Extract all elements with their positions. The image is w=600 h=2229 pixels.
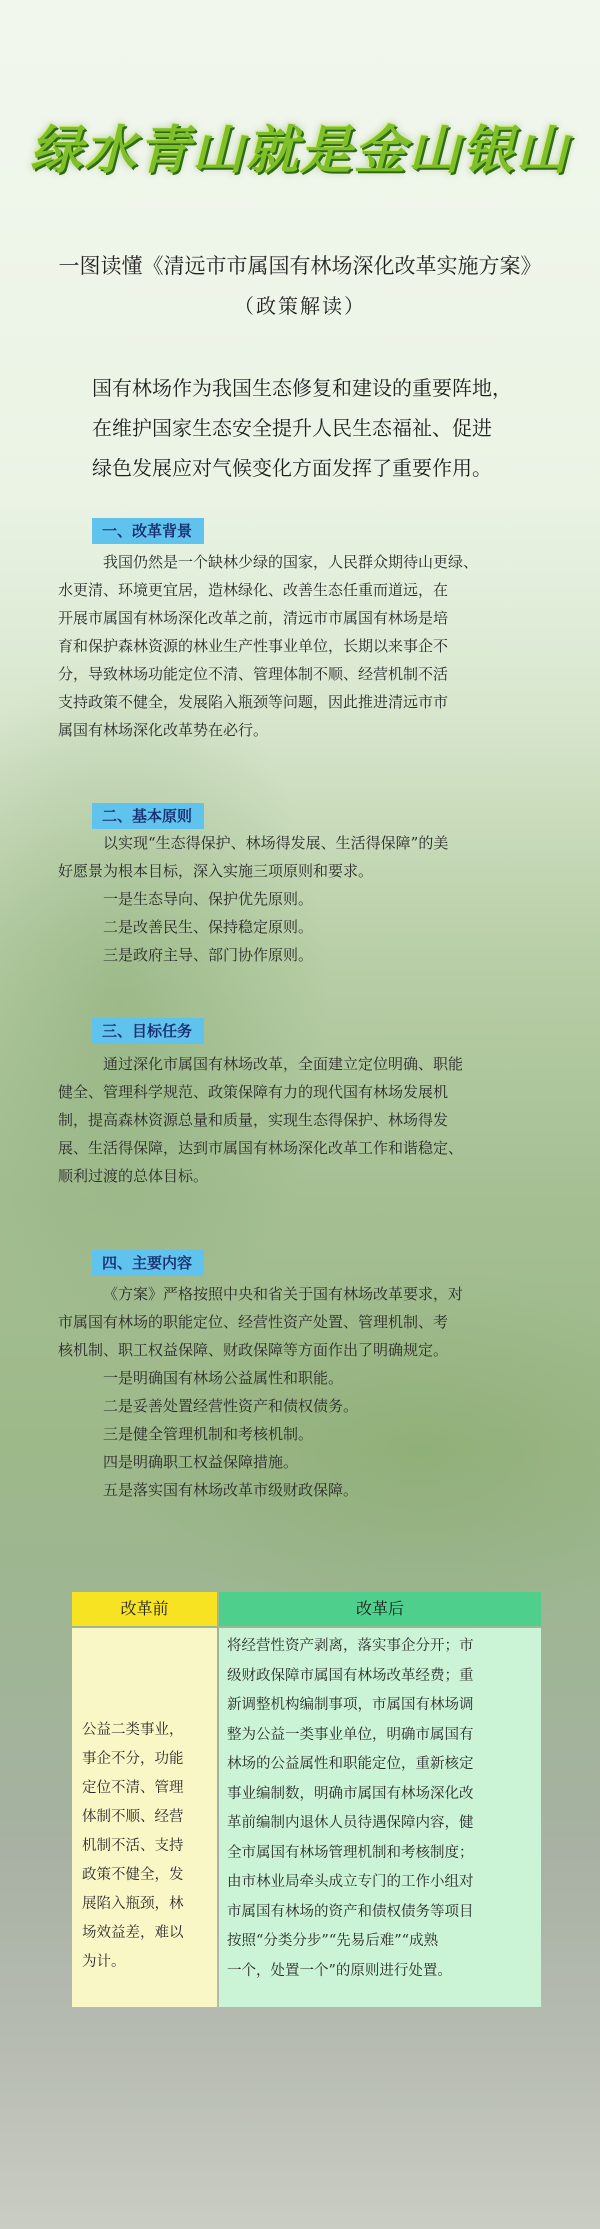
body-line: 顺利过渡的总体目标。 bbox=[58, 1167, 209, 1185]
body-line: 三是政府主导、部门协作原则。 bbox=[103, 946, 314, 964]
section-heading-targets: 三、目标任务 bbox=[92, 1018, 204, 1044]
body-line: 三是健全管理机制和考核机制。 bbox=[103, 1425, 314, 1443]
cell-line: 整为公益一类事业单位，明确市属国有 bbox=[227, 1726, 474, 1743]
after-header: 改革后 bbox=[219, 1592, 541, 1626]
body-line: 一是生态导向、保护优先原则。 bbox=[103, 890, 314, 908]
cell-line: 革前编制内退休人员待遇保障内容，健 bbox=[227, 1815, 474, 1831]
cell-line: 市属国有林场的资产和债权债务等项目 bbox=[227, 1903, 474, 1920]
section-heading-principles: 二、基本原则 bbox=[92, 803, 204, 829]
body-line: 五是落实国有林场改革市级财政保障。 bbox=[103, 1481, 359, 1499]
cell-line: 由市林业局牵头成立专门的工作小组对 bbox=[227, 1874, 474, 1890]
before-header: 改革前 bbox=[72, 1592, 217, 1626]
body-line: 健全、管理科学规范、政策保障有力的现代国有林场发展机 bbox=[58, 1083, 449, 1101]
cell-line: 林场的公益属性和职能定位，重新核定 bbox=[227, 1756, 474, 1772]
body-line: 开展市属国有林场深化改革之前，清远市市属国有林场是培 bbox=[58, 609, 449, 627]
cell-line: 新调整机构编制事项，市属国有林场调 bbox=[227, 1697, 474, 1713]
section-body-content bbox=[58, 1280, 548, 1504]
cell-line: 将经营性资产剥离，落实事企分开；市 bbox=[227, 1638, 474, 1654]
after-cell bbox=[219, 1628, 541, 2007]
cell-line: 政策不健全，发 bbox=[82, 1867, 184, 1883]
body-line: 好愿景为根本目标，深入实施三项原则和要求。 bbox=[58, 862, 374, 880]
intro-line: 绿色发展应对气候变化方面发挥了重要作用。 bbox=[92, 456, 492, 480]
cell-line: 场效益差，难以 bbox=[82, 1925, 184, 1941]
body-line: 四是明确职工权益保障措施。 bbox=[103, 1453, 299, 1471]
body-line: 二是改善民生、保持稳定原则。 bbox=[103, 918, 314, 936]
body-line: 制，提高森林资源总量和质量，实现生态得保护、林场得发 bbox=[58, 1111, 449, 1129]
body-line: 核机制、职工权益保障、财政保障等方面作出了明确规定。 bbox=[58, 1341, 449, 1359]
cell-line: 全市属国有林场管理机制和考核制度； bbox=[227, 1844, 474, 1861]
section-body-background bbox=[58, 548, 548, 744]
cell-line: 事企不分，功能 bbox=[82, 1751, 184, 1767]
body-line: 二是妥善处置经营性资产和债权债务。 bbox=[103, 1397, 359, 1415]
cell-line: 体制不顺、经营 bbox=[82, 1809, 184, 1825]
before-text bbox=[82, 1716, 208, 1977]
body-line: 《方案》严格按照中央和省关于国有林场改革要求，对 bbox=[103, 1285, 464, 1303]
section-body-targets bbox=[58, 1050, 548, 1190]
subtitle-note: （政策解读） bbox=[234, 294, 366, 318]
body-line: 分，导致林场功能定位不清、管理体制不顺、经营机制不活 bbox=[58, 665, 449, 683]
cell-line: 公益二类事业， bbox=[82, 1722, 184, 1738]
cell-line: 一个，处置一个”的原则进行处置。 bbox=[227, 1962, 452, 1979]
section-heading-content: 四、主要内容 bbox=[92, 1250, 204, 1276]
body-line: 支持政策不健全，发展陷入瓶颈等问题，因此推进清远市市 bbox=[58, 693, 449, 711]
cell-line: 机制不活、支持 bbox=[82, 1838, 184, 1854]
body-line: 市属国有林场的职能定位、经营性资产处置、管理机制、考 bbox=[58, 1313, 449, 1331]
cell-line: 为计。 bbox=[82, 1954, 126, 1970]
cell-line: 级财政保障市属国有林场改革经费；重 bbox=[227, 1667, 474, 1684]
section-heading-background: 一、改革背景 bbox=[92, 518, 204, 544]
intro-line: 在维护国家生态安全提升人民生态福祉、促进 bbox=[92, 416, 492, 440]
body-line: 水更清、环境更宜居，造林绿化、改善生态任重而道远，在 bbox=[58, 581, 449, 599]
before-cell bbox=[72, 1628, 217, 2007]
intro-paragraph bbox=[92, 368, 522, 488]
body-line: 一是明确国有林场公益属性和职能。 bbox=[103, 1369, 344, 1387]
cell-line: 展陷入瓶颈，林 bbox=[82, 1896, 184, 1912]
body-line: 育和保护森林资源的林业生产性事业单位，长期以来事企不 bbox=[58, 637, 449, 655]
body-line: 属国有林场深化改革势在必行。 bbox=[58, 721, 269, 739]
comparison-table bbox=[72, 1592, 541, 2007]
intro-line: 国有林场作为我国生态修复和建设的重要阵地， bbox=[92, 376, 512, 400]
body-line: 我国仍然是一个缺林少绿的国家，人民群众期待山更绿、 bbox=[103, 553, 479, 571]
banner-title: 绿水青山就是金山银山 bbox=[29, 120, 570, 181]
subtitle-main: 一图读懂《清远市市属国有林场深化改革实施方案》 bbox=[58, 254, 542, 278]
body-line: 展、生活得保障，达到市属国有林场深化改革工作和谐稳定、 bbox=[58, 1139, 464, 1157]
cell-line: 按照“分类分步”“先易后难”“成熟 bbox=[227, 1933, 439, 1949]
body-line: 以实现“生态得保护、林场得发展、生活得保障”的美 bbox=[103, 834, 449, 852]
body-line: 通过深化市属国有林场改革，全面建立定位明确、职能 bbox=[103, 1055, 464, 1073]
after-text bbox=[227, 1632, 537, 1986]
cell-line: 事业编制数，明确市属国有林场深化改 bbox=[227, 1785, 474, 1802]
cell-line: 定位不清、管理 bbox=[82, 1780, 184, 1796]
section-body-principles bbox=[58, 829, 548, 969]
